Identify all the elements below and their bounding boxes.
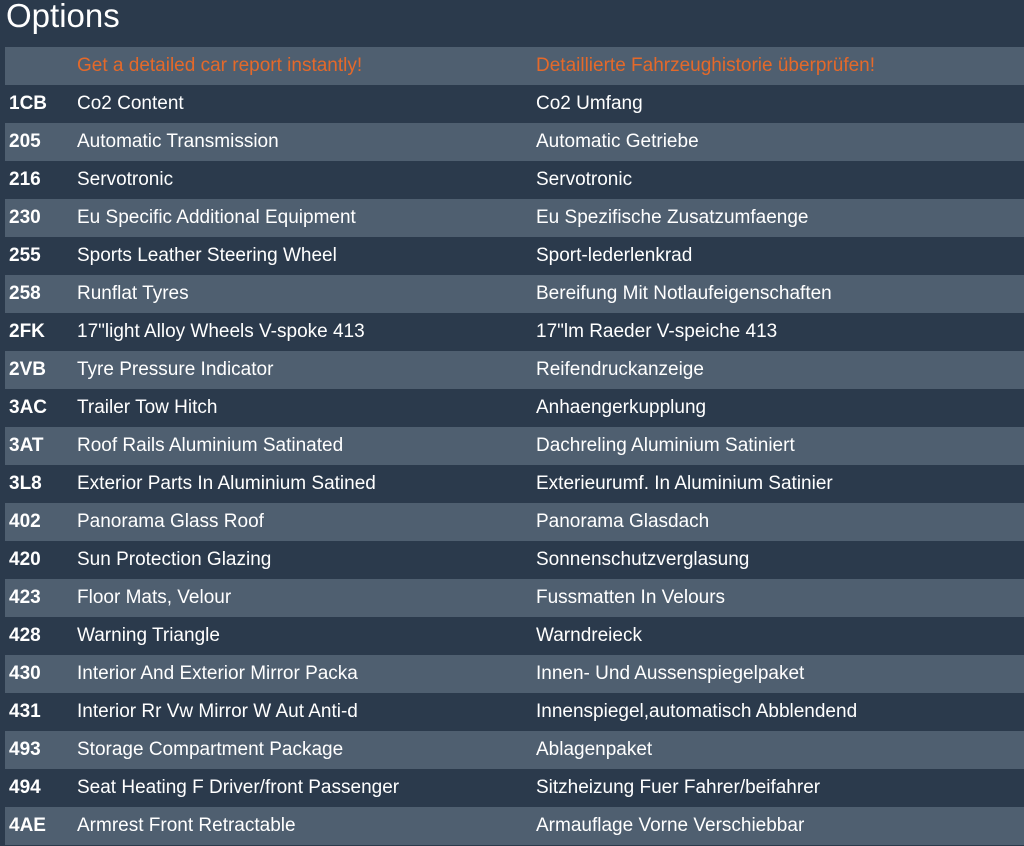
- option-code: 402: [5, 503, 77, 541]
- option-name-de: Anhaengerkupplung: [536, 389, 1024, 427]
- options-table: [5, 47, 1024, 845]
- option-name-de: Sitzheizung Fuer Fahrer/beifahrer: [536, 769, 1024, 807]
- table-row: [5, 199, 1024, 237]
- option-name-en: Storage Compartment Package: [77, 731, 536, 769]
- option-code: 423: [5, 579, 77, 617]
- table-row: [5, 237, 1024, 275]
- option-code: 3L8: [5, 465, 77, 503]
- option-name-en: Runflat Tyres: [77, 275, 536, 313]
- option-name-de: Exterieurumf. In Aluminium Satinier: [536, 465, 1024, 503]
- option-name-en: Floor Mats, Velour: [77, 579, 536, 617]
- option-name-en: Sun Protection Glazing: [77, 541, 536, 579]
- option-name-de: Fussmatten In Velours: [536, 579, 1024, 617]
- table-row: [5, 769, 1024, 807]
- option-code: 1CB: [5, 85, 77, 123]
- promo-link-en[interactable]: Get a detailed car report instantly!: [77, 47, 536, 85]
- promo-row[interactable]: [5, 47, 1024, 85]
- promo-link-de[interactable]: Detaillierte Fahrzeughistorie überprüfen!: [536, 47, 1024, 85]
- option-name-de: Panorama Glasdach: [536, 503, 1024, 541]
- option-name-de: Servotronic: [536, 161, 1024, 199]
- option-name-en: Co2 Content: [77, 85, 536, 123]
- option-name-en: Armrest Front Retractable: [77, 807, 536, 845]
- option-name-en: Panorama Glass Roof: [77, 503, 536, 541]
- option-code: 3AT: [5, 427, 77, 465]
- option-name-de: Innenspiegel,automatisch Abblendend: [536, 693, 1024, 731]
- option-code: 2VB: [5, 351, 77, 389]
- table-row: [5, 313, 1024, 351]
- table-row: [5, 85, 1024, 123]
- promo-code-cell: [5, 47, 77, 85]
- option-code: 420: [5, 541, 77, 579]
- table-row: [5, 617, 1024, 655]
- option-code: 205: [5, 123, 77, 161]
- option-name-de: 17"lm Raeder V-speiche 413: [536, 313, 1024, 351]
- table-row: [5, 161, 1024, 199]
- option-code: 216: [5, 161, 77, 199]
- option-name-en: 17"light Alloy Wheels V-spoke 413: [77, 313, 536, 351]
- table-row: [5, 541, 1024, 579]
- option-name-en: Trailer Tow Hitch: [77, 389, 536, 427]
- option-name-de: Sport-lederlenkrad: [536, 237, 1024, 275]
- option-name-en: Automatic Transmission: [77, 123, 536, 161]
- option-code: 431: [5, 693, 77, 731]
- option-code: 3AC: [5, 389, 77, 427]
- table-row: [5, 503, 1024, 541]
- option-name-de: Innen- Und Aussenspiegelpaket: [536, 655, 1024, 693]
- table-row: [5, 693, 1024, 731]
- options-table-body: [5, 47, 1024, 845]
- option-code: 428: [5, 617, 77, 655]
- table-row: [5, 123, 1024, 161]
- option-name-de: Warndreieck: [536, 617, 1024, 655]
- option-name-en: Warning Triangle: [77, 617, 536, 655]
- option-name-de: Automatic Getriebe: [536, 123, 1024, 161]
- table-row: [5, 807, 1024, 845]
- table-row: [5, 465, 1024, 503]
- option-name-de: Ablagenpaket: [536, 731, 1024, 769]
- option-code: 494: [5, 769, 77, 807]
- option-code: 258: [5, 275, 77, 313]
- table-row: [5, 275, 1024, 313]
- option-name-en: Sports Leather Steering Wheel: [77, 237, 536, 275]
- page-title: Options: [6, 0, 120, 34]
- option-name-en: Servotronic: [77, 161, 536, 199]
- option-name-en: Interior Rr Vw Mirror W Aut Anti-d: [77, 693, 536, 731]
- option-name-en: Seat Heating F Driver/front Passenger: [77, 769, 536, 807]
- option-code: 4AE: [5, 807, 77, 845]
- option-name-de: Sonnenschutzverglasung: [536, 541, 1024, 579]
- option-code: 493: [5, 731, 77, 769]
- option-name-en: Eu Specific Additional Equipment: [77, 199, 536, 237]
- table-row: [5, 579, 1024, 617]
- option-name-de: Eu Spezifische Zusatzumfaenge: [536, 199, 1024, 237]
- option-name-de: Armauflage Vorne Verschiebbar: [536, 807, 1024, 845]
- table-row: [5, 655, 1024, 693]
- table-row: [5, 731, 1024, 769]
- table-row: [5, 427, 1024, 465]
- option-name-en: Interior And Exterior Mirror Packa: [77, 655, 536, 693]
- option-code: 430: [5, 655, 77, 693]
- table-row: [5, 389, 1024, 427]
- option-name-en: Exterior Parts In Aluminium Satined: [77, 465, 536, 503]
- option-name-de: Bereifung Mit Notlaufeigenschaften: [536, 275, 1024, 313]
- option-name-de: Co2 Umfang: [536, 85, 1024, 123]
- option-code: 255: [5, 237, 77, 275]
- option-code: 230: [5, 199, 77, 237]
- table-row: [5, 351, 1024, 389]
- option-code: 2FK: [5, 313, 77, 351]
- option-name-en: Tyre Pressure Indicator: [77, 351, 536, 389]
- option-name-de: Dachreling Aluminium Satiniert: [536, 427, 1024, 465]
- option-name-de: Reifendruckanzeige: [536, 351, 1024, 389]
- option-name-en: Roof Rails Aluminium Satinated: [77, 427, 536, 465]
